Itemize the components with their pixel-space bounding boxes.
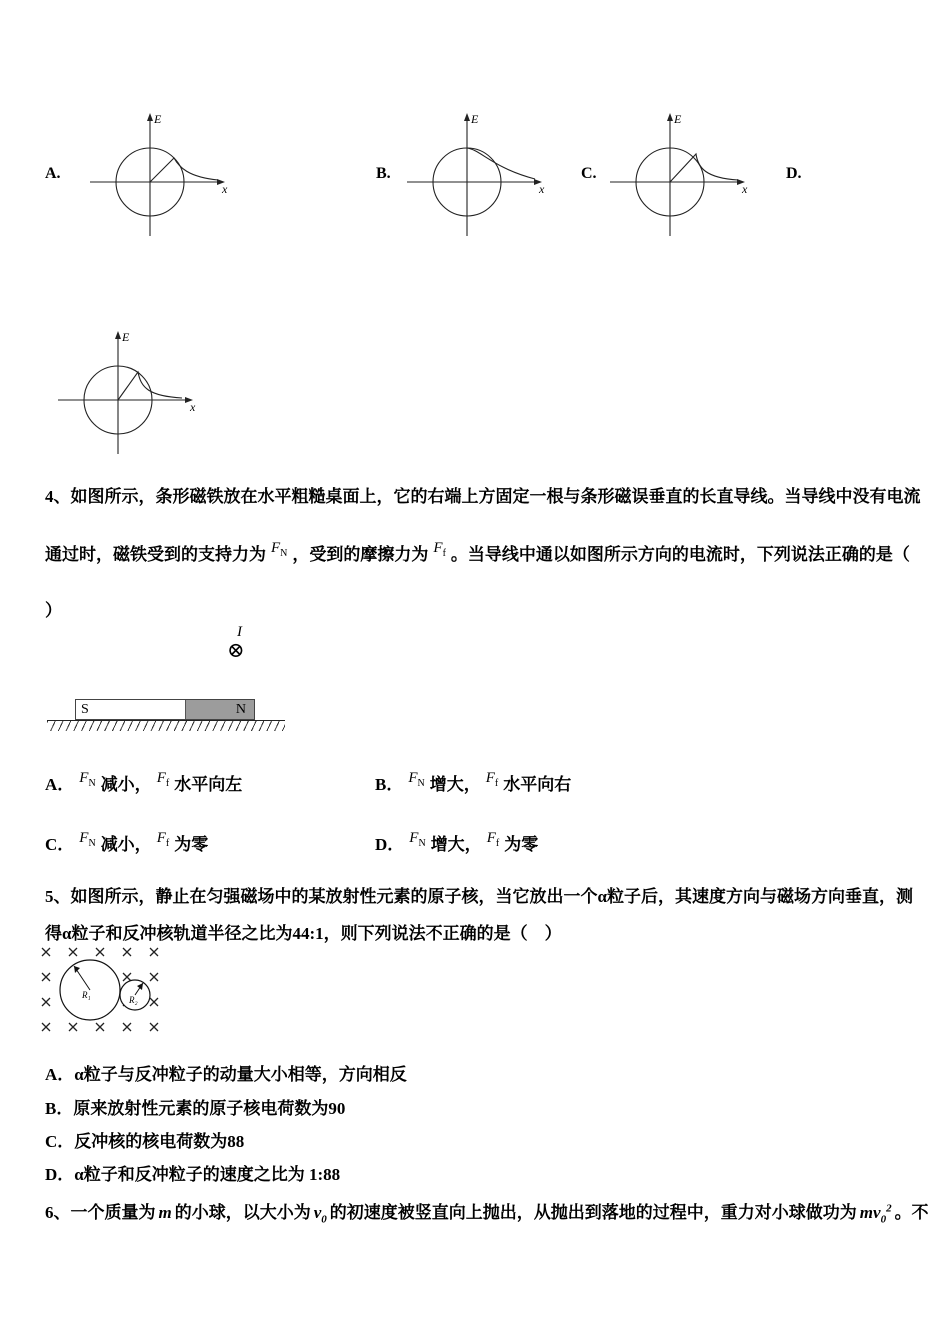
question-5-line-2: 得α粒子和反冲核轨道半径之比为44:1，则下列说法不正确的是（ ） (45, 924, 562, 943)
graph-b-y-axis-label: E (471, 112, 479, 126)
formula-ff: $F_f$ (485, 770, 499, 789)
graph-d-x-axis-label: x (190, 400, 196, 414)
top-option-b-label: B. (376, 165, 391, 182)
formula-fn: $F_N$ (271, 540, 288, 559)
q4-option-c: C． $F_N$ 减小， $F_f$ 为零 (45, 830, 209, 854)
question-5-line-1: 5、如图所示，静止在匀强磁场中的某放射性元素的原子核，当它放出一个α粒子后，其速度方向与磁场方向垂直，测 (45, 887, 913, 906)
formula-ff: $F_f$ (486, 830, 500, 849)
current-into-page-icon: ⊗ (227, 638, 245, 662)
formula-fn: $F_N$ (409, 830, 426, 849)
question-4-line-1: 4、如图所示，条形磁铁放在水平粗糙桌面上，它的右端上方固定一根与条形磁误垂直的长直导线。当导线中没有电流 (45, 487, 921, 506)
q5-option-c: C．反冲核的核电荷数为88 (45, 1132, 245, 1151)
question-6-line-1 (45, 1198, 929, 1225)
graph-a-ex-plot (80, 110, 230, 242)
graph-b-ex-plot (397, 110, 547, 242)
graph-b-x-axis-label: x (539, 182, 545, 196)
formula-fn: $F_N$ (79, 830, 96, 849)
graph-c-x-axis-label: x (742, 182, 748, 196)
graph-c-ex-plot (600, 110, 750, 242)
graph-d-ex-plot (48, 328, 198, 460)
formula-fn: $F_N$ (408, 770, 425, 789)
symbol-mv0-squared: $mv_0^2$ (859, 1202, 892, 1226)
q6-text-1: 6、一个质量为 (45, 1203, 156, 1222)
symbol-v0: $v_0$ (313, 1203, 327, 1226)
graph-a-x-axis-label: x (222, 182, 228, 196)
question-4-line-2 (45, 540, 910, 567)
q5-option-b: B．原来放射性元素的原子核电荷数为90 (45, 1099, 346, 1118)
graph-d-y-axis-label: E (122, 330, 130, 344)
question-4-line-3: ） (45, 601, 62, 620)
radius-r1-label: R₁ (82, 990, 91, 1000)
q5-field-diagram (38, 944, 160, 1036)
q4-option-b: B． $F_N$ 增大， $F_f$ 水平向右 (375, 770, 572, 794)
q4-option-a: A． $F_N$ 减小， $F_f$ 水平向左 (45, 770, 243, 794)
graph-a-y-axis-label: E (154, 112, 162, 126)
q5-option-a: A．α粒子与反冲粒子的动量大小相等，方向相反 (45, 1065, 407, 1084)
formula-ff: $F_f$ (156, 770, 170, 789)
graph-c-y-axis-label: E (674, 112, 682, 126)
top-option-d-label: D. (786, 165, 802, 182)
radius-r2-label: R₂ (129, 995, 138, 1005)
q5-option-d: D．α粒子和反冲粒子的速度之比为 1:88 (45, 1165, 341, 1184)
q6-text-4: 。不 (894, 1203, 929, 1222)
top-option-c-label: C. (581, 165, 597, 182)
ground-hatching (47, 720, 285, 731)
formula-fn: $F_N$ (79, 770, 96, 789)
top-option-a-label: A. (45, 165, 61, 182)
q6-text-3: 的初速度被竖直向上抛出，从抛出到落地的过程中，重力对小球做功为 (329, 1203, 857, 1222)
q4-option-d: D． $F_N$ 增大， $F_f$ 为零 (375, 830, 539, 854)
magnet-north-pole: N (186, 700, 254, 719)
formula-ff: $F_f$ (156, 830, 170, 849)
question-4-line-2-part-a: 通过时，磁铁受到的支持力为 (45, 545, 266, 564)
q6-text-2: 的小球，以大小为 (174, 1203, 311, 1222)
magnet-south-pole: S (76, 700, 186, 719)
question-4-line-2-part-c: 。当导线中通以如图所示方向的电流时，下列说法正确的是（ (450, 545, 910, 564)
current-label: I (237, 624, 242, 640)
formula-ff: $F_f$ (433, 540, 446, 559)
bar-magnet (75, 699, 255, 720)
question-4-line-2-part-b: ，受到的摩擦力为 (292, 545, 429, 564)
symbol-m: m (158, 1203, 172, 1222)
